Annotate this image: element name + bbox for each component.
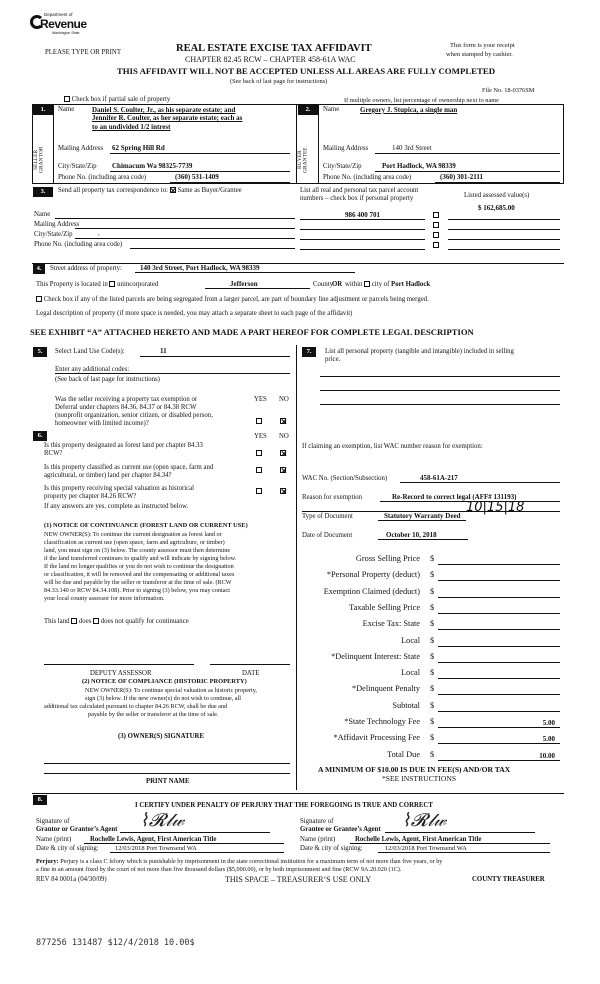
notice2-line-4: payable by the seller or transferor at the time of sale.	[88, 711, 219, 718]
calc-value-line	[438, 613, 560, 614]
historic-yes-checkbox[interactable]	[256, 488, 262, 494]
calc-label: Exemption Claimed (deduct)	[323, 587, 420, 596]
calc-dollar-sign: $	[430, 717, 435, 726]
partial-sale-label: Check box if partial sale of property	[71, 96, 171, 103]
calc-value-line	[438, 580, 560, 581]
claim-exemption: If claiming an exemption, list WAC number reason for exemption:	[302, 443, 483, 450]
exempt-yes-checkbox[interactable]	[256, 418, 262, 424]
section-4-number: 4.	[33, 264, 45, 274]
notice1-line-8: 84.33.140 or RCW 84.34.108). Prior to signing (3) below, you may contact	[44, 587, 230, 594]
parcel-list-label-2: numbers – check box if personal property	[300, 195, 414, 202]
s6-no-label: NO	[279, 433, 289, 440]
exempt-q-1: Was the seller receiving a property tax exemption or	[55, 396, 198, 403]
s6-yes-label: YES	[254, 433, 267, 440]
current-use-q-1: Is this property classified as current use (open space, farm and	[44, 464, 214, 471]
cashier-stamp: 877256 131487 $12/4/2018 10.00$	[36, 938, 195, 948]
logo-line1: Department of	[44, 12, 73, 17]
receipt-note-1: This form is your receipt	[450, 42, 515, 49]
perjury-line-2: a fine in an amount fixed by the court of not more than five thousand dollars ($5,000.00), or by both imprisonment and fine (RCW 9A.20.020 (1C).	[36, 866, 402, 873]
receipt-note-2: when stamped by cashier.	[446, 51, 513, 58]
calc-label: Total Due	[387, 750, 420, 759]
does-not-checkbox[interactable]	[93, 618, 99, 624]
form-chapter: CHAPTER 82.45 RCW – CHAPTER 458-61A WAC	[185, 55, 356, 64]
s3-city-label: City/State/Zip	[34, 231, 73, 238]
perjury-label: Perjury:	[36, 858, 59, 865]
date-label-left: Date & city of signing:	[36, 845, 99, 852]
notice1-line-5: If the land no longer qualifies or you do not wish to continue the designation	[44, 563, 234, 570]
file-no: File No. 18-0376SM	[482, 87, 535, 94]
buyer-mailing-label: Mailing Address	[323, 145, 369, 152]
logo-brand: Revenue	[40, 17, 87, 31]
calc-value-line	[438, 646, 560, 647]
calc-dollar-sign: $	[430, 652, 435, 661]
forest-q-2: RCW?	[44, 450, 63, 457]
warning: THIS AFFIDAVIT WILL NOT BE ACCEPTED UNLESS ALL AREAS ARE FULLY COMPLETED	[116, 66, 496, 76]
section-8-number: 8.	[33, 795, 47, 805]
city-value[interactable]: Port Hadlock	[391, 281, 431, 288]
reason-label: Reason for exemption	[302, 494, 363, 501]
historic-q-1: Is this property receiving special valuation as historical	[44, 485, 195, 492]
owner-signature-label: (3) OWNER(S) SIGNATURE	[118, 733, 204, 740]
treasurer-space: THIS SPACE – TREASURER’S USE ONLY	[225, 875, 372, 884]
calc-label: *Delinquent Penalty	[352, 684, 420, 693]
parcel-checkbox-1[interactable]	[433, 212, 439, 218]
reason-value[interactable]: Re-Record to correct legal (AFF# 131193)	[392, 493, 517, 501]
minimum-note-1: A MINIMUM OF $10.00 IS DUE IN FEE(S) AND/OR TAX	[318, 765, 511, 774]
seller-name-label: Name	[58, 106, 75, 113]
s5-see-back: (See back of last page for instructions)	[55, 376, 160, 383]
or-label: OR	[332, 281, 343, 288]
parcel-checkbox-4[interactable]	[433, 242, 439, 248]
grantor-name[interactable]: Rochelle Lewis, Agent, First American Title	[90, 836, 217, 843]
see-back: (See back of last page for instructions)	[230, 78, 328, 85]
notice2-line-3: additional tax calculated pursuant to chapter 84.26 RCW, shall be due and	[44, 703, 228, 710]
calc-dollar-sign: $	[430, 570, 435, 579]
calc-value-line	[438, 678, 560, 679]
historic-no-checkbox[interactable]	[280, 488, 286, 494]
calc-value[interactable]: 5.00	[542, 735, 555, 743]
does-checkbox[interactable]	[71, 618, 77, 624]
notice1-title: (1) NOTICE OF CONTINUANCE (FOREST LAND OR CURRENT USE)	[44, 522, 248, 529]
notice1-line-3: land, you must sign on (3) below. The county assessor must then determine	[44, 547, 231, 554]
s3-phone-label: Phone No. (including area code)	[34, 241, 123, 248]
exempt-q-2: Deferral under chapters 84.36, 84.37 or 84.38 RCW	[55, 404, 197, 411]
seller-phone[interactable]: (360) 531-1409	[175, 173, 219, 181]
please-type: PLEASE TYPE OR PRINT	[45, 49, 121, 56]
city-checkbox[interactable]	[364, 281, 370, 287]
forest-q-1: Is this property designated as forest land per chapter 84.33	[44, 442, 203, 449]
grantor-label: Grantor or Grantor’s Agent	[36, 826, 118, 833]
calc-dollar-sign: $	[430, 733, 435, 742]
notice2-title: (2) NOTICE OF COMPLIANCE (HISTORIC PROPERTY)	[82, 678, 247, 685]
calc-dollar-sign: $	[430, 603, 435, 612]
sig-label-right: Signature of	[300, 818, 334, 825]
logo	[30, 10, 87, 38]
segregated-label: Check box if any of the listed parcels are being segregated from a larger parcel, are part of boundary line adjustment or parcels being merged.	[43, 296, 429, 303]
exempt-q-3: (nonprofit organization, senior citizen, or disabled person,	[55, 412, 213, 419]
seller-name-1[interactable]: Daniel S. Coulter, Jr., as his separate estate; and	[92, 106, 236, 114]
assessed-value[interactable]: $ 162,685.00	[478, 204, 515, 212]
s3-city-value: ,	[98, 230, 100, 237]
perjury-text-1: Perjury is a class C felony which is punishable by imprisonment in the state correctional institution for a maximum term of not more than five years, or by	[60, 858, 443, 865]
calc-dollar-sign: $	[430, 619, 435, 628]
name-label-right: Name (print)	[300, 836, 336, 843]
street-address[interactable]: 140 3rd Street, Port Hadlock, WA 98339	[140, 264, 260, 272]
notice1-line-6: or classification, it will be removed and the compensating or additional taxes	[44, 571, 235, 578]
docdate-label: Date of Document	[302, 532, 353, 539]
seller-name-3[interactable]: to an undivided 1/2 intrest	[92, 123, 171, 131]
grantor-signature: ⌇𝓡𝓁𝓌	[140, 810, 185, 831]
parcel-checkbox-2[interactable]	[433, 222, 439, 228]
land-use-value[interactable]: 11	[160, 347, 167, 355]
calc-label: Subtotal	[392, 701, 420, 710]
calc-value-line	[438, 711, 560, 712]
rev-label: REV 84 0001a (04/30/09)	[36, 876, 107, 883]
calc-label: Gross Selling Price	[355, 554, 420, 563]
unincorporated-checkbox[interactable]	[109, 281, 115, 287]
section-2-number: 2.	[298, 105, 318, 115]
within-row	[345, 281, 430, 289]
legal-label: Legal description of property (if more space is needed, you may attach a separate sheet to each page of the affidavit)	[36, 310, 353, 317]
calc-label: *Delinquent Interest: State	[331, 652, 420, 661]
parcel-list-label-1: List all real and personal tax parcel account	[300, 187, 419, 194]
parcel-checkbox-3[interactable]	[433, 232, 439, 238]
deputy-assessor-label: DEPUTY ASSESSOR	[90, 670, 152, 677]
forest-yes-checkbox[interactable]	[256, 450, 262, 456]
continuance-row	[44, 618, 189, 626]
print-name-label: PRINT NAME	[146, 778, 190, 785]
notice1-line-9: your local county assessor for more information.	[44, 595, 165, 602]
seller-side-label: SELLER GRANTOR	[33, 146, 45, 174]
calc-value-line	[438, 694, 560, 695]
calc-value[interactable]: 5.00	[542, 719, 555, 727]
s5-yes-label: YES	[254, 396, 267, 403]
current-use-q-2: agricultural, or timber) land per chapter 84.34?	[44, 472, 172, 479]
calc-label: Local	[401, 668, 420, 677]
calc-value-line	[438, 564, 560, 565]
grantee-signature: ⌇𝓡𝓁𝓌	[402, 810, 447, 831]
calc-dollar-sign: $	[430, 668, 435, 677]
personal-property-2: price.	[325, 356, 341, 363]
perjury-line-1	[36, 858, 442, 865]
seller-city-label: City/State/Zip	[58, 163, 97, 170]
section-6-number: 6.	[33, 431, 47, 441]
unincorporated-label: unincorporated	[117, 281, 159, 288]
calc-label: Excise Tax: State	[362, 619, 420, 628]
doctype-label: Type of Document	[302, 513, 353, 520]
does-not-label: does not qualify for continuance	[100, 618, 189, 625]
county-label: County	[313, 281, 334, 288]
calc-value[interactable]: 10.00	[539, 752, 555, 760]
calc-value-line	[438, 662, 560, 663]
seller-city[interactable]: Chimacum Wa 98325-7739	[112, 162, 193, 170]
logo-line3: Washington State	[52, 31, 80, 35]
buyer-phone[interactable]: (360) 301-2111	[440, 173, 483, 181]
handwritten-date: 10|15|18	[466, 500, 525, 515]
personal-property-1: List all personal property (tangible and intangible) included in selling	[325, 348, 514, 355]
send-correspondence	[58, 187, 242, 195]
same-as-label: Same as Buyer/Grantee	[177, 187, 242, 194]
calc-value-line	[438, 629, 560, 630]
calc-label: *State Technology Fee	[344, 717, 420, 726]
grantee-date[interactable]: 12/03/2018 Port Townsend WA	[385, 845, 467, 852]
notice2-line-1: NEW OWNER(S): To continue special valuation as historic property,	[85, 687, 257, 694]
parcel-number[interactable]: 986 400 701	[345, 211, 380, 219]
seller-mailing-label: Mailing Address	[58, 145, 104, 152]
seller-phone-label: Phone No. (including area code)	[58, 174, 147, 181]
s3-name-label: Name	[34, 211, 51, 218]
calc-dollar-sign: $	[430, 636, 435, 645]
name-label-left: Name (print)	[36, 836, 72, 843]
section-7-number: 7.	[302, 347, 316, 357]
calc-dollar-sign: $	[430, 554, 435, 563]
county-treasurer: COUNTY TREASURER	[472, 876, 545, 883]
grantee-name[interactable]: Rochelle Lewis, Agent, First American Title	[355, 836, 482, 843]
this-land-label: This land	[44, 618, 70, 625]
send-label: Send all property tax correspondence to:	[58, 187, 169, 194]
s3-mailing-label: Mailing Address	[34, 221, 80, 228]
segregated-row	[36, 296, 429, 304]
calc-label: *Affidavit Processing Fee	[333, 733, 420, 742]
wac-value[interactable]: 458-61A-217	[420, 474, 458, 482]
section-1-number: 1.	[33, 105, 53, 115]
calc-value-line	[438, 597, 560, 598]
county-value[interactable]: Jefferson	[230, 280, 258, 288]
additional-codes-label: Enter any additional codes:	[55, 366, 130, 373]
does-label: does	[78, 618, 92, 625]
grantee-label: Grantee or Grantee’s Agent	[300, 826, 381, 833]
buyer-side-label: BUYER GRANTEE	[297, 147, 309, 173]
calc-dollar-sign: $	[430, 684, 435, 693]
land-use-label: Select Land Use Code(s):	[55, 348, 125, 355]
located-label: This Property is located in	[36, 281, 108, 288]
partial-sale-checkbox[interactable]	[64, 96, 70, 102]
seller-mailing[interactable]: 62 Spring Hill Rd	[112, 144, 165, 152]
notice1-line-2: classification as current use (open space, farm and agriculture, or timber)	[44, 539, 225, 546]
city-of-label: city of	[371, 281, 390, 288]
calc-dollar-sign: $	[430, 701, 435, 710]
deputy-date-label: DATE	[242, 670, 260, 677]
same-as-checkbox[interactable]	[170, 187, 176, 193]
buyer-name[interactable]: Gregory J. Stupica, a single man	[360, 106, 458, 114]
street-label: Street address of property:	[50, 265, 122, 272]
doctype-value[interactable]: Statutory Warranty Deed	[384, 512, 461, 520]
notice1-line-4: if the land transferred continues to qualify and will indicate by signing below.	[44, 555, 237, 562]
certify: I CERTIFY UNDER PENALTY OF PERJURY THAT THE FOREGOING IS TRUE AND CORRECT	[135, 802, 433, 809]
calc-label: *Personal Property (deduct)	[326, 570, 420, 579]
docdate-value[interactable]: October 10, 2018	[386, 531, 437, 539]
multiple-owners: If multiple owners, list percentage of ownership next to name	[344, 97, 499, 104]
section-3-number: 3.	[33, 187, 53, 197]
notice1-line-7: will be due and payable by the seller or transferor at the time of sale. (RCW	[44, 579, 232, 586]
buyer-mailing[interactable]: 140 3rd Street	[392, 144, 432, 152]
assessed-label: Listed assessed value(s)	[464, 192, 530, 199]
buyer-phone-label: Phone No. (including area code)	[323, 174, 412, 181]
grantor-date[interactable]: 12/03/2018 Port Townsend WA	[115, 845, 197, 852]
seller-name-2[interactable]: Jennifer R. Coulter, as her separate estate; each as	[92, 114, 243, 122]
sig-label-left: Signature of	[36, 818, 70, 825]
segregated-checkbox[interactable]	[36, 296, 42, 302]
exempt-no-checkbox[interactable]	[280, 418, 286, 424]
notice2-line-2: sign (3) below. If the new owner(s) do not wish to continue, all	[85, 695, 241, 702]
buyer-city[interactable]: Port Hadlock, WA 98339	[382, 162, 456, 170]
if-yes-note: If any answers are yes, complete as instructed below.	[44, 503, 189, 510]
current-use-yes-checkbox[interactable]	[256, 467, 262, 473]
calc-label: Taxable Selling Price	[349, 603, 420, 612]
notice1-line-1: NEW OWNER(S): To continue the current designation as forest land or	[44, 531, 222, 538]
calc-dollar-sign: $	[430, 587, 435, 596]
wac-label: WAC No. (Section/Subsection)	[302, 475, 388, 482]
located-row	[36, 281, 158, 289]
partial-sale[interactable]	[64, 96, 170, 104]
buyer-city-label: City/State/Zip	[323, 163, 362, 170]
forest-no-checkbox[interactable]	[280, 450, 286, 456]
current-use-no-checkbox[interactable]	[280, 467, 286, 473]
s5-no-label: NO	[279, 396, 289, 403]
calc-label: Local	[401, 636, 420, 645]
historic-q-2: property per chapter 84.26 RCW?	[44, 493, 137, 500]
exhibit-note: SEE EXHIBIT “A” ATTACHED HERETO AND MADE A PART HEREOF FOR COMPLETE LEGAL DESCRIPTION	[30, 327, 474, 337]
within-label: within	[345, 281, 363, 288]
section-5-number: 5.	[33, 347, 47, 357]
date-label-right: Date & city of signing:	[300, 845, 363, 852]
buyer-name-label: Name	[323, 106, 340, 113]
form-title: REAL ESTATE EXCISE TAX AFFIDAVIT	[176, 43, 372, 54]
minimum-note-2: *SEE INSTRUCTIONS	[382, 774, 457, 783]
exempt-q-4: homeowner with limited income)?	[55, 420, 149, 427]
calc-dollar-sign: $	[430, 750, 435, 759]
